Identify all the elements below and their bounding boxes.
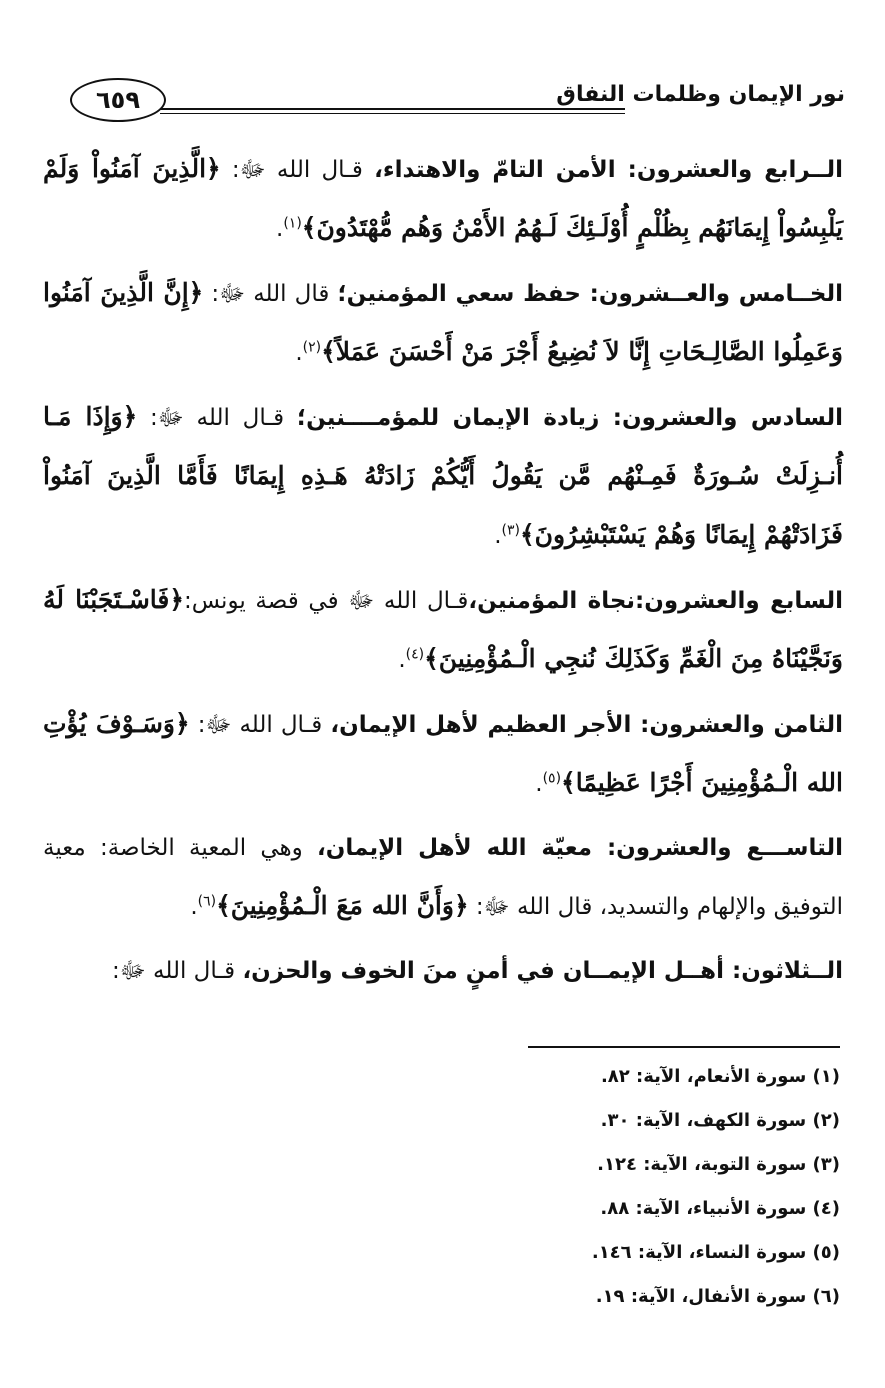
footnote-item: (٤) سورة الأنبياء، الآية: ٨٨. — [600, 1198, 840, 1219]
quran-verse: ﴿وَأَنَّ الله مَعَ الْـمُؤْمِنِينَ﴾ — [216, 891, 469, 920]
paragraph-end: . — [535, 771, 543, 797]
paragraph-intro: قـال الله ﷻ: — [189, 712, 331, 738]
paragraph-30 — [43, 942, 843, 1000]
footnote-marker[interactable]: (٦) — [197, 893, 217, 910]
paragraph-26 — [43, 388, 843, 565]
footnote-item: (١) سورة الأنعام، الآية: ٨٢. — [600, 1066, 840, 1087]
paragraph-29 — [43, 819, 843, 936]
paragraph-28 — [43, 695, 843, 813]
footnote-item: (٥) سورة النساء، الآية: ١٤٦. — [591, 1242, 840, 1263]
quran-verse: ﴿وَسَـوْفَ يُؤْتِ الله الْـمُؤْمِنِينَ أَجْرًا عَظِيمًا﴾ — [43, 709, 843, 797]
paragraph-heading: الــثلاثون: أهــل الإيمــان في أمنٍ منَ الخوف والحزن، — [242, 958, 843, 984]
paragraph-intro: قال الله ﷻ: — [203, 281, 338, 307]
footnote-marker[interactable]: (٣) — [501, 522, 520, 539]
paragraph-heading: الخــامس والعــشرون: حفظ سعي المؤمنين؛ — [337, 281, 844, 307]
header-rule — [160, 108, 625, 110]
paragraph-intro: قـال الله ﷻ: — [137, 405, 297, 431]
paragraph-intro: قـال الله ﷻ في قصة يونس: — [183, 588, 469, 614]
paragraph-heading: السابع والعشرون:نجاة المؤمنين، — [468, 588, 843, 614]
quran-verse: ﴿إِنَّ الَّذِينَ آمَنُوا وَعَمِلُوا الصَّالِـحَاتِ إِنَّا لاَ نُضِيعُ أَجْرَ مَنْ أَحْسَنَ عَمَلاً﴾ — [43, 278, 843, 366]
quran-verse: ﴿فَاسْـتَجَبْنَا لَهُ وَنَجَّيْنَاهُ مِنَ الْغَمِّ وَكَذَلِكَ نُنجِي الْـمُؤْمِنِينَ﴾ — [43, 585, 843, 673]
paragraph-end: . — [276, 216, 284, 242]
paragraph-end: . — [190, 894, 198, 920]
page-body — [43, 140, 843, 1006]
paragraph-heading: الــرابع والعشرون: الأمن التامّ والاهتداء، — [374, 157, 843, 183]
header-rule-thin — [160, 113, 625, 114]
paragraph-end: . — [295, 340, 303, 366]
footnote-marker[interactable]: (٤) — [405, 646, 425, 663]
footnote-divider — [528, 1046, 840, 1048]
paragraph-25 — [43, 264, 843, 382]
footnote-item: (٢) سورة الكهف، الآية: ٣٠. — [600, 1110, 840, 1131]
paragraph-heading: التاســـع والعشرون: معيّة الله لأهل الإيمان، — [317, 835, 843, 861]
page-header — [68, 70, 845, 130]
footnote-list — [340, 1055, 840, 1319]
paragraph-intro: وهي المعية الخاصة: معية التوفيق والإلهام والتسديد، قال الله ﷻ: — [43, 835, 843, 920]
paragraph-heading: السادس والعشرون: زيادة الإيمان للمؤمــــنين؛ — [296, 405, 843, 431]
footnote-marker[interactable]: (٢) — [302, 339, 322, 356]
footnote-marker[interactable]: (٥) — [542, 770, 562, 787]
paragraph-24 — [43, 140, 843, 258]
paragraph-27 — [43, 571, 843, 689]
paragraph-heading: الثامن والعشرون: الأجر العظيم لأهل الإيمان، — [330, 712, 843, 738]
footnote-item: (٣) سورة التوبة، الآية: ١٢٤. — [597, 1154, 840, 1175]
footnote-item: (٦) سورة الأنفال، الآية: ١٩. — [595, 1286, 840, 1307]
quran-verse: ﴿الَّذِينَ آمَنُواْ وَلَمْ يَلْبِسُواْ إِيمَانَهُم بِظُلْمٍ أُوْلَـئِكَ لَـهُمُ الأَمْنُ وَهُم مُّهْتَدُونَ﴾ — [43, 154, 843, 242]
quran-verse: ﴿وَإِذَا مَـا أُنـزِلَتْ سُـورَةٌ فَمِـنْهُم مَّن يَقُولُ أَيُّكُمْ زَادَتْهُ هَـذِهِ إِيمَانًا فَأَمَّا الَّذِينَ آمَنُواْ فَزَادَتْهُمْ إِيمَانًا وَهُمْ يَسْتَبْشِرُونَ﴾ — [43, 402, 843, 549]
paragraph-intro: قـال الله ﷻ: — [220, 157, 375, 183]
paragraph-end: . — [494, 523, 502, 549]
paragraph-end: . — [398, 647, 406, 673]
paragraph-intro: قـال الله ﷻ: — [111, 958, 243, 984]
running-title: نور الإيمان وظلمات النفاق — [556, 82, 845, 107]
footnote-marker[interactable]: (١) — [283, 215, 302, 232]
page-number: ٦٥٩ — [70, 78, 166, 122]
